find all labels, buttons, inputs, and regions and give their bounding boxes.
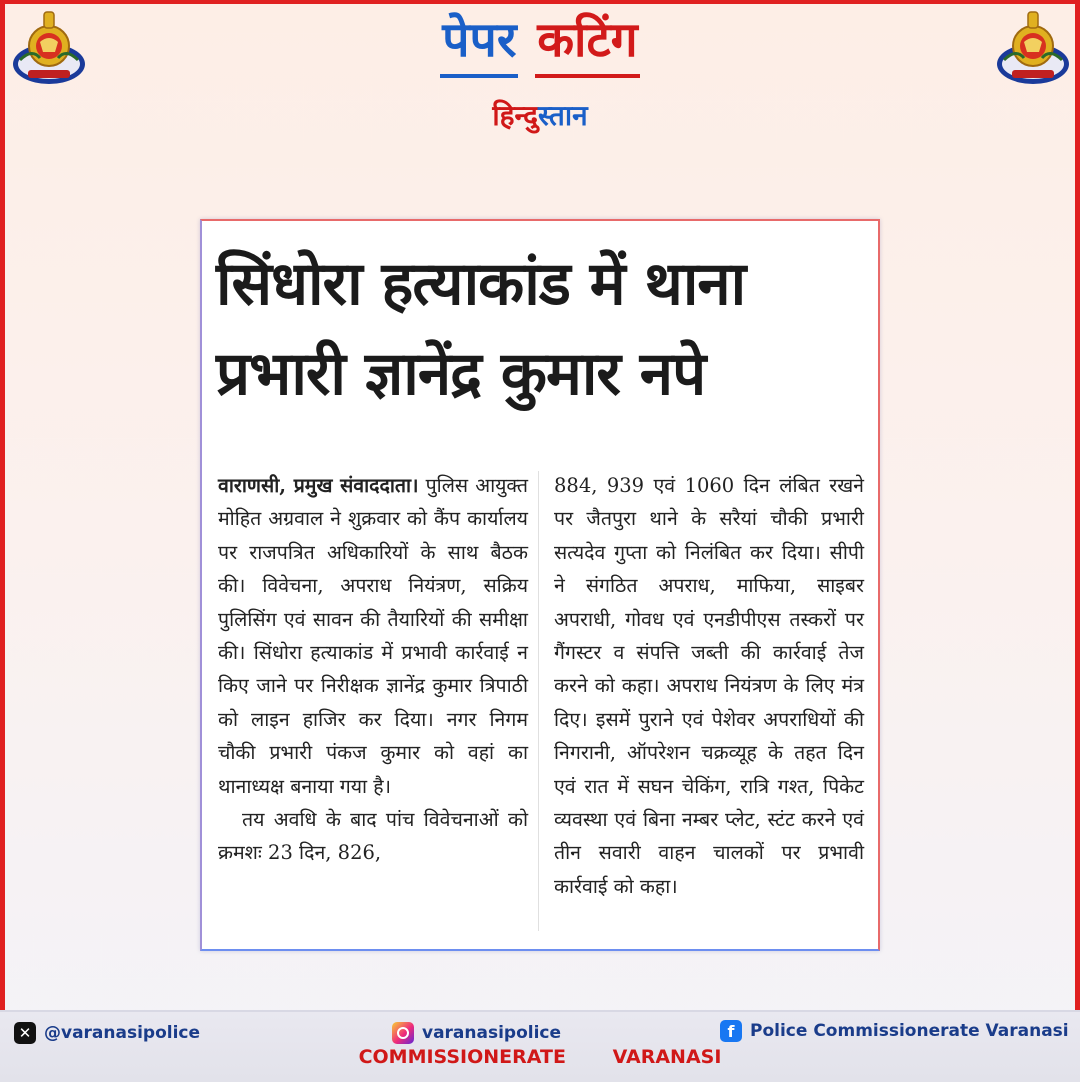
article-paragraph: तय अवधि के बाद पांच विवेचनाओं को क्रमशः 23 दिन, 826, <box>218 808 528 865</box>
article-column-2 <box>554 469 864 903</box>
brand-title-word1: पेपर <box>440 10 518 78</box>
city-text: VARANASI <box>612 1046 722 1068</box>
article-dateline: वाराणसी, प्रमुख संवाददाता। <box>218 474 419 497</box>
article-paragraph: पुलिस आयुक्त मोहित अग्रवाल ने शुक्रवार को कैंप कार्यालय पर राजपत्रित अधिकारियों के साथ बैठक की। विवेचना, अपराध नियंत्रण, सक्रिय पुलिसिंग एवं सावन की तैयारियों की समीक्षा की। सिंधोरा हत्याकांड में प्रभावी कार्रवाई न किए जाने पर निरीक्षक ज्ञानेंद्र कुमार त्रिपाठी को लाइन हाजिर कर दिया। नगर निगम चौकी प्रभारी पंकज कुमार को वहां का थानाध्यक्ष बनाया गया है। <box>218 474 528 798</box>
brand-title-word2: कटिंग <box>535 10 640 78</box>
newspaper-clipping <box>200 219 880 951</box>
instagram-link[interactable] <box>392 1022 561 1044</box>
brand-title <box>440 10 639 78</box>
newspaper-name <box>0 96 1080 134</box>
newspaper-name-part1: हिन्दु <box>492 99 538 132</box>
article-column-1 <box>218 469 528 870</box>
brand-header <box>0 10 1080 78</box>
commissionerate-label <box>0 1046 1080 1068</box>
facebook-icon: f <box>720 1020 742 1042</box>
facebook-link[interactable] <box>720 1020 1069 1042</box>
instagram-handle: varanasipolice <box>422 1023 562 1043</box>
x-twitter-icon: ✕ <box>14 1022 36 1044</box>
instagram-icon <box>392 1022 414 1044</box>
newspaper-name-part2: स्तान <box>537 99 588 132</box>
x-handle: @varanasipolice <box>44 1023 201 1043</box>
article-paragraph: 884, 939 एवं 1060 दिन लंबित रखने पर जैतपुरा थाने के सरैयां चौकी प्रभारी सत्यदेव गुप्ता को निलंबित कर दिया। सीपी ने संगठित अपराध, माफिया, साइबर अपराधी, गोवध एवं एनडीपीएस तस्करों पर गैंगस्टर व संपत्ति जब्ती की कार्रवाई तेज करने को कहा। अपराध नियंत्रण के लिए मंत्र दिए। इसमें पुराने एवं पेशेवर अपराधियों की निगरानी, ऑपरेशन चक्रव्यूह के तहत दिन एवं रात में सघन चेकिंग, रात्रि गश्त, पिकेट व्यवस्था एवं बिना नम्बर प्लेट, स्टंट करने एवं तीन सवारी वाहन चालकों पर प्रभावी कार्रवाई को कहा। <box>554 474 864 898</box>
x-link[interactable] <box>14 1022 200 1044</box>
column-divider <box>538 471 539 931</box>
article-headline: सिंधोरा हत्याकांड में थाना प्रभारी ज्ञानेंद्र कुमार नपे <box>216 249 746 409</box>
facebook-page: Police Commissionerate Varanasi <box>750 1021 1069 1041</box>
commissionerate-text: COMMISSIONERATE <box>358 1046 566 1068</box>
